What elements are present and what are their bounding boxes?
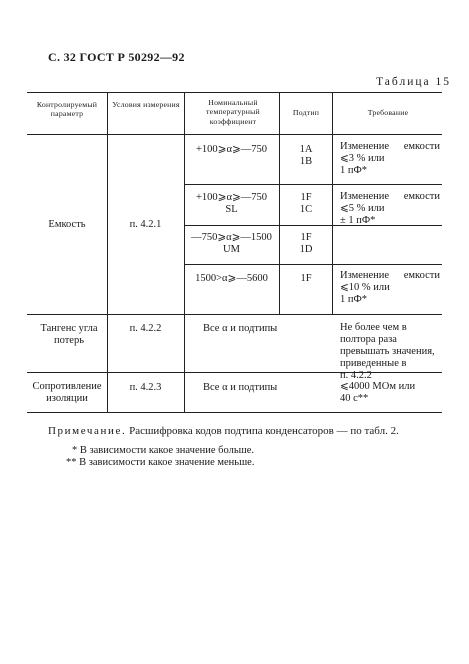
coefficient-range: —750⩾α⩾—1500 — [191, 232, 272, 243]
note-text: Расшифровка кодов подтипа конденсаторов — по табл. 2. — [126, 425, 399, 437]
requirement-insulation-resistance: ⩽4000 МОм или 40 с** — [340, 381, 416, 405]
column-divider — [279, 92, 280, 314]
param-insulation-resistance: Сопротивление изоляции — [32, 381, 102, 405]
note-label: Примечание. — [48, 425, 127, 437]
footnote-2: ** В зависимости какое значение меньше. — [66, 457, 255, 468]
condition-loss-tangent: п. 4.2.2 — [129, 323, 162, 334]
column-divider — [107, 92, 108, 412]
param-loss-tangent: Тангенс угла потерь — [40, 323, 98, 347]
coefficient-insulation-resistance: Все α и подтипы — [203, 382, 278, 393]
footnote-1: * В зависимости какое значение больше. — [72, 445, 254, 456]
row-divider — [184, 264, 442, 265]
subtype-cell: 1F 1С — [299, 192, 313, 216]
coefficient-range: 1500>α⩾—5600 — [195, 273, 268, 284]
table-bottom-border — [27, 412, 442, 413]
column-header: Номинальный температурный коэффициент — [206, 98, 260, 126]
coefficient-loss-tangent: Все α и подтипы — [203, 323, 278, 334]
requirement-cell: Изменение емкости ⩽3 % или 1 пФ* — [340, 141, 440, 177]
column-divider — [332, 92, 333, 314]
coefficient-cell — [186, 192, 277, 216]
column-header: Условия измерения — [112, 100, 180, 109]
coefficient-code: UM — [223, 244, 240, 256]
header-bottom-border — [27, 134, 442, 135]
table-top-border — [27, 92, 442, 93]
param-capacitance: Емкость — [48, 219, 86, 230]
page-header: С. 32 ГОСТ Р 50292—92 — [48, 50, 185, 64]
subtype-cell: 1А 1В — [299, 144, 313, 168]
condition-insulation-resistance: п. 4.2.3 — [129, 382, 162, 393]
table-caption: Таблица 15 — [376, 76, 451, 88]
requirement-loss-tangent: Не более чем в полтора раза превышать значения, приведенные в п. 4.2.2 — [340, 322, 435, 382]
coefficient-code: SL — [225, 204, 238, 216]
subtype-cell: 1F — [300, 273, 312, 284]
coefficient-cell — [186, 232, 277, 256]
requirement-cell: Изменение емкости ⩽10 % или 1 пФ* — [340, 270, 440, 306]
coefficient-cell — [186, 144, 277, 156]
column-divider — [184, 92, 185, 412]
subtype-cell: 1F 1D — [299, 232, 313, 256]
column-header: Подтип — [292, 108, 320, 117]
row-divider — [184, 184, 442, 185]
column-header: Требование — [367, 108, 409, 117]
table-note — [48, 425, 399, 437]
coefficient-range: +100⩾α⩾—750 — [195, 144, 268, 155]
condition-capacitance: п. 4.2.1 — [129, 219, 162, 230]
requirement-cell: Изменение емкости ⩽5 % или ± 1 пФ* — [340, 191, 440, 227]
requirements-table — [27, 92, 442, 422]
coefficient-range: +100⩾α⩾—750 — [195, 192, 268, 203]
coefficient-cell — [186, 273, 277, 285]
column-header: Контролируемый параметр — [36, 100, 98, 119]
row-divider — [27, 314, 442, 315]
